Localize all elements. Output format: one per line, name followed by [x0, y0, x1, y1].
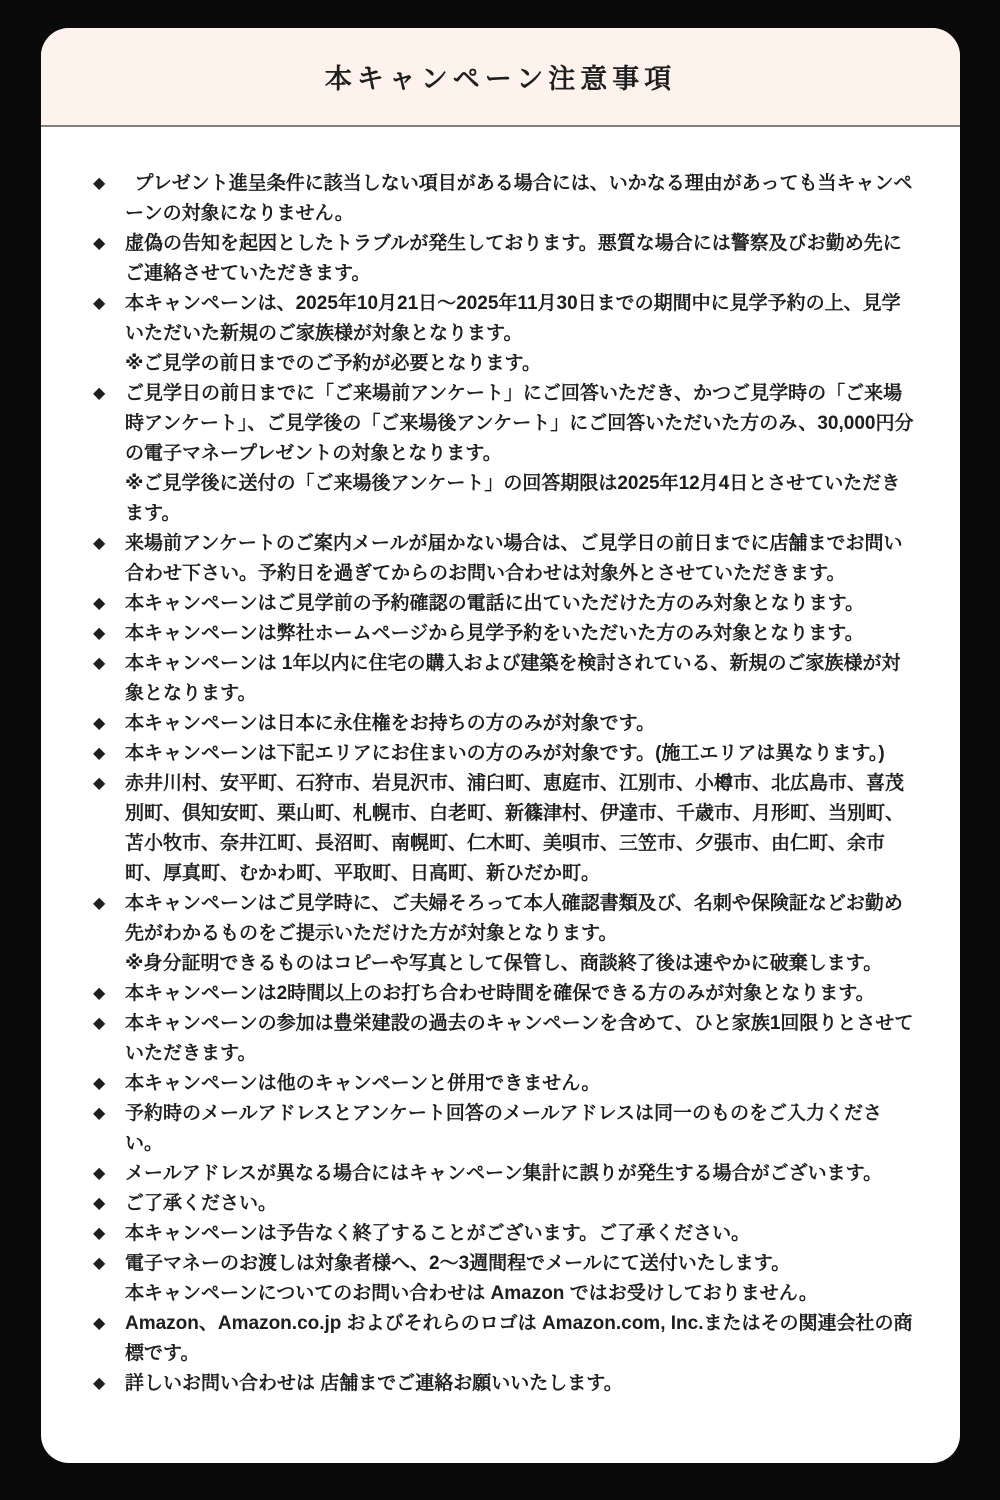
note-text	[125, 1009, 918, 1069]
note-item	[93, 649, 918, 709]
note-paragraph: 来場前アンケートのご案内メールが届かない場合は、ご見学日の前日までに店舗までお問い合わせ下さい。予約日を過ぎてからのお問い合わせは対象外とさせていただきます。	[125, 533, 903, 584]
note-text	[125, 1099, 918, 1159]
diamond-bullet-icon: ◆	[93, 745, 106, 762]
note-paragraph: 本キャンペーンは日本に永住権をお持ちの方のみが対象です。	[125, 713, 656, 734]
note-paragraph: 本キャンペーンは予告なく終了することがございます。ご了承ください。	[125, 1223, 751, 1244]
diamond-bullet-icon: ◆	[93, 1165, 106, 1182]
note-text	[125, 1219, 918, 1249]
diamond-bullet-icon: ◆	[93, 655, 106, 672]
note-paragraph: ご了承ください。	[125, 1193, 278, 1214]
note-item	[93, 1069, 918, 1099]
note-paragraph: 詳しいお問い合わせは 店舗までご連絡お願いいたします。	[125, 1373, 623, 1394]
note-item	[93, 1369, 918, 1399]
note-paragraph: ※身分証明できるものはコピーや写真として保管し、商談終了後は速やかに破棄します。	[125, 953, 883, 974]
note-text	[125, 289, 918, 379]
note-text	[125, 1189, 918, 1219]
note-item	[93, 1189, 918, 1219]
diamond-bullet-icon: ◆	[93, 625, 106, 642]
notice-header	[41, 28, 960, 125]
note-item	[93, 619, 918, 649]
diamond-bullet-icon: ◆	[93, 1255, 106, 1272]
note-text	[125, 1249, 918, 1309]
note-paragraph: 本キャンペーンは 1年以内に住宅の購入および建築を検討されている、新規のご家族様が対象となります。	[125, 653, 901, 704]
note-paragraph: 本キャンペーンは2時間以上のお打ち合わせ時間を確保できる方のみが対象となります。	[125, 983, 875, 1004]
note-text	[125, 1309, 918, 1369]
note-item	[93, 169, 918, 229]
note-paragraph: プレゼント進呈条件に該当しない項目がある場合には、いかなる理由があっても当キャンペーンの対象になりません。	[125, 173, 913, 224]
note-item	[93, 529, 918, 589]
note-text	[125, 739, 918, 769]
note-paragraph: Amazon、Amazon.co.jp およびそれらのロゴは Amazon.com, Inc.またはその関連会社の商標です。	[125, 1313, 913, 1364]
note-text	[125, 1069, 918, 1099]
note-paragraph: 本キャンペーンはご見学時に、ご夫婦そろって本人確認書類及び、名刺や保険証などお勤め先がわかるものをご提示いただけた方が対象となります。	[125, 893, 903, 944]
note-item	[93, 739, 918, 769]
note-item	[93, 1309, 918, 1369]
note-item	[93, 1099, 918, 1159]
note-paragraph: ※ご見学の前日までのご予約が必要となります。	[125, 353, 541, 374]
note-text	[125, 379, 918, 529]
note-item	[93, 379, 918, 529]
note-text	[125, 649, 918, 709]
note-paragraph: 本キャンペーンは他のキャンペーンと併用できません。	[125, 1073, 601, 1094]
diamond-bullet-icon: ◆	[93, 1195, 106, 1212]
note-item	[93, 979, 918, 1009]
note-text	[125, 709, 918, 739]
note-item	[93, 1159, 918, 1189]
notes-list	[41, 127, 960, 1429]
note-text	[125, 979, 918, 1009]
note-text	[125, 229, 918, 289]
note-item	[93, 1249, 918, 1309]
note-paragraph: ご見学日の前日までに「ご来場前アンケート」にご回答いただき、かつご見学時の「ご来場時アンケート」、ご見学後の「ご来場後アンケート」にご回答いただいた方のみ、30,000円分の電子マネープレゼントの対象となります。	[125, 383, 914, 464]
note-text	[125, 529, 918, 589]
note-text	[125, 769, 918, 889]
diamond-bullet-icon: ◆	[93, 985, 106, 1002]
note-item	[93, 1009, 918, 1069]
note-paragraph: 本キャンペーンは下記エリアにお住まいの方のみが対象です。(施工エリアは異なります。)	[125, 743, 885, 764]
diamond-bullet-icon: ◆	[93, 1315, 106, 1332]
diamond-bullet-icon: ◆	[93, 235, 106, 252]
note-item	[93, 1219, 918, 1249]
note-text	[125, 619, 918, 649]
note-paragraph: 赤井川村、安平町、石狩市、岩見沢市、浦臼町、恵庭市、江別市、小樽市、北広島市、喜茂別町、倶知安町、栗山町、札幌市、白老町、新篠津村、伊達市、千歳市、月形町、当別町、苫小牧市、奈井江町、長沼町、南幌町、仁木町、美唄市、三笠市、夕張市、由仁町、余市町、厚真町、むかわ町、平取町、日高町、新ひだか町。	[125, 773, 905, 884]
note-text	[125, 889, 918, 979]
page-title: 本キャンペーン注意事項	[324, 64, 677, 94]
note-item	[93, 589, 918, 619]
diamond-bullet-icon: ◆	[93, 1075, 106, 1092]
diamond-bullet-icon: ◆	[93, 175, 106, 192]
note-paragraph: 本キャンペーンは、2025年10月21日～2025年11月30日までの期間中に見学予約の上、見学いただいた新規のご家族様が対象となります。	[125, 293, 901, 344]
note-paragraph: 電子マネーのお渡しは対象者様へ、2～3週間程でメールにて送付いたします。	[125, 1253, 791, 1274]
notice-card	[41, 28, 960, 1463]
note-paragraph: ※ご見学後に送付の「ご来場後アンケート」の回答期限は2025年12月4日とさせていただきます。	[125, 473, 901, 524]
diamond-bullet-icon: ◆	[93, 1105, 106, 1122]
note-paragraph: 虚偽の告知を起因としたトラブルが発生しております。悪質な場合には警察及びお勤め先にご連絡させていただきます。	[125, 233, 902, 284]
diamond-bullet-icon: ◆	[93, 895, 106, 912]
note-paragraph: 予約時のメールアドレスとアンケート回答のメールアドレスは同一のものをご入力ください。	[125, 1103, 882, 1154]
note-item	[93, 709, 918, 739]
diamond-bullet-icon: ◆	[93, 535, 106, 552]
diamond-bullet-icon: ◆	[93, 295, 106, 312]
note-paragraph: 本キャンペーンは弊社ホームページから見学予約をいただいた方のみ対象となります。	[125, 623, 864, 644]
note-item	[93, 889, 918, 979]
note-paragraph: 本キャンペーンの参加は豊栄建設の過去のキャンペーンを含めて、ひと家族1回限りとさせていただきます。	[125, 1013, 914, 1064]
note-text	[125, 589, 918, 619]
note-text	[125, 1369, 918, 1399]
diamond-bullet-icon: ◆	[93, 595, 106, 612]
diamond-bullet-icon: ◆	[93, 715, 106, 732]
note-text	[125, 1159, 918, 1189]
note-item	[93, 229, 918, 289]
diamond-bullet-icon: ◆	[93, 385, 106, 402]
diamond-bullet-icon: ◆	[93, 1225, 106, 1242]
note-paragraph: 本キャンペーンはご見学前の予約確認の電話に出ていただけた方のみ対象となります。	[125, 593, 865, 614]
note-paragraph: 本キャンペーンについてのお問い合わせは Amazon ではお受けしておりません。	[125, 1283, 818, 1304]
note-item	[93, 289, 918, 379]
note-text	[125, 169, 918, 229]
diamond-bullet-icon: ◆	[93, 1375, 106, 1392]
diamond-bullet-icon: ◆	[93, 1015, 106, 1032]
diamond-bullet-icon: ◆	[93, 775, 106, 792]
note-paragraph: メールアドレスが異なる場合にはキャンペーン集計に誤りが発生する場合がございます。	[125, 1163, 883, 1184]
note-item	[93, 769, 918, 889]
